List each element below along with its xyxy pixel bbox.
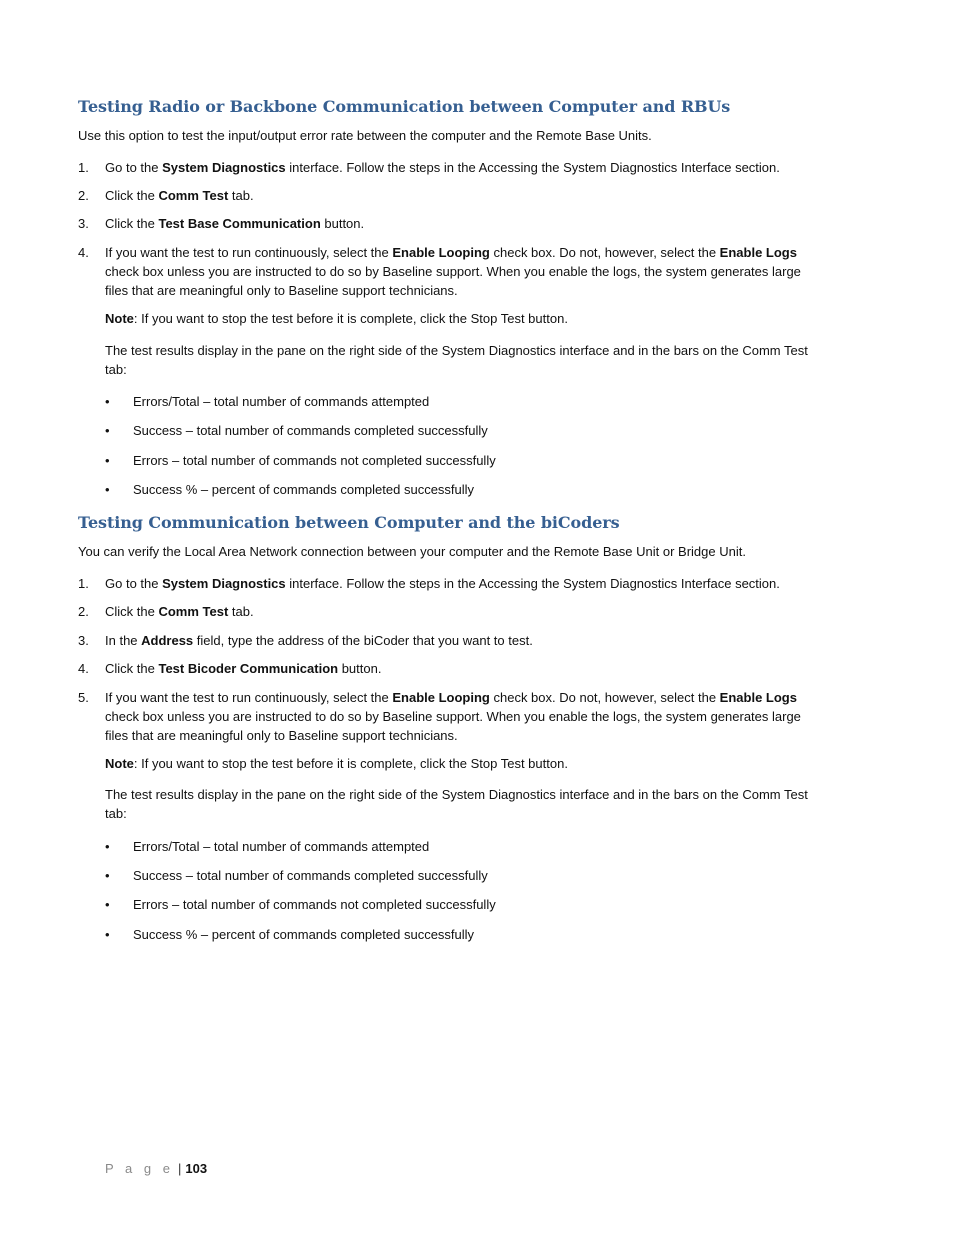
ui-term: Comm Test — [158, 188, 229, 203]
ui-term: Enable Logs — [719, 245, 797, 260]
step-number: 4. — [78, 245, 89, 260]
page-footer — [105, 1159, 207, 1178]
bullet-icon: • — [105, 897, 110, 912]
section-intro: You can verify the Local Area Network connection between your computer and the Remote Base Unit or Bridge Unit. — [78, 544, 746, 559]
step-number: 3. — [78, 216, 89, 231]
note: Note: If you want to stop the test before it is complete, click the Stop Test button. — [105, 756, 568, 771]
ui-term: Test Base Communication — [158, 216, 321, 231]
bullet-icon: • — [105, 482, 110, 497]
section-heading-rbu: Testing Radio or Backbone Communication between Computer and RBUs — [78, 97, 731, 116]
bullet-icon: • — [105, 927, 110, 942]
document-page: Testing Radio or Backbone Communication between Computer and RBUs Use this option to test the input/output error rate between the computer and the Remote Base Units. 1. Go to the System Diagnostics interface. Follow the steps in the Accessing the System Diagnostics Interface section. 2. Click the Comm Test tab. 3. Click the Test Base Communication button. 4. If you want the test to run continuously, select the Enable Looping check box. Do not, however, select the Enable Logs check box unless you are instructed to do so by Baseline support. When you enable the logs, the system generates large files that are meaningful only to Baseline support technicians. Note: If you want to stop the test before it is complete, click the Stop Test button. The test results display in the pane on the right side of the System Diagnostics interface and in the bars on the Comm Test tab: • Errors/Total – total number of commands attempted • Success – total number of commands completed successfully • Errors – total number of commands not completed successfully • Success % – percent of commands completed successfully Testing Communication between Computer and the biCoders You can verify the Local Area Network connection between your computer and the Remote Base Unit or Bridge Unit. 1. Go to the System Diagnostics interface. Follow the steps in the Accessing the System Diagnostics Interface section. 2. Click the Comm Test tab. 3. In the Address field, type the address of the biCoder that you want to test. 4. Click the Test Bicoder Communication button. 5. If you want the test to run continuously, select the Enable Looping check box. Do not, however, select the Enable Logs check box unless you are instructed to do so by Baseline support. When you enable the logs, the system generates large files that are meaningful only to Baseline support technicians. Note: If you want to stop the test before it is complete, click the Stop Test button. The test results display in the pane on the right side of the System Diagnostics interface and in the bars on the Comm Test tab: • Errors/Total – total number of commands attempted • Success – total number of commands completed successfully • Errors – total number of commands not completed successfully • Success % – percent of commands completed successfully P a g e | 103 — [0, 0, 954, 1235]
results-text: The test results display in the pane on the right side of the System Diagnostics interface and in the bars on the Comm Test tab: — [105, 787, 808, 821]
ui-term: System Diagnostics — [162, 160, 286, 175]
step-number: 3. — [78, 633, 89, 648]
section-heading-bicoders: Testing Communication between Computer and the biCoders — [78, 513, 620, 532]
step-number: 4. — [78, 661, 89, 676]
step-number: 2. — [78, 188, 89, 203]
results-text: The test results display in the pane on the right side of the System Diagnostics interface and in the bars on the Comm Test tab: — [105, 343, 808, 377]
step-number: 1. — [78, 576, 89, 591]
note: Note: If you want to stop the test before it is complete, click the Stop Test button. — [105, 311, 568, 326]
ui-term: System Diagnostics — [162, 576, 286, 591]
ui-term: Enable Logs — [719, 690, 797, 705]
bullet-icon: • — [105, 394, 110, 409]
ui-term: Enable Looping — [392, 245, 490, 260]
page-label: P a g e — [105, 1161, 174, 1176]
footer-separator: | — [177, 1161, 182, 1176]
step-number: 5. — [78, 690, 89, 705]
step-number: 2. — [78, 604, 89, 619]
ui-term: Test Bicoder Communication — [158, 661, 339, 676]
bullet-icon: • — [105, 839, 110, 854]
page-number: 103 — [185, 1161, 208, 1176]
bullet-icon: • — [105, 423, 110, 438]
step-number: 1. — [78, 160, 89, 175]
ui-term: Enable Looping — [392, 690, 490, 705]
bullet-icon: • — [105, 453, 110, 468]
ui-term: Comm Test — [158, 604, 229, 619]
ui-term: Address — [141, 633, 194, 648]
section-intro: Use this option to test the input/output error rate between the computer and the Remote Base Units. — [78, 128, 652, 143]
bullet-icon: • — [105, 868, 110, 883]
